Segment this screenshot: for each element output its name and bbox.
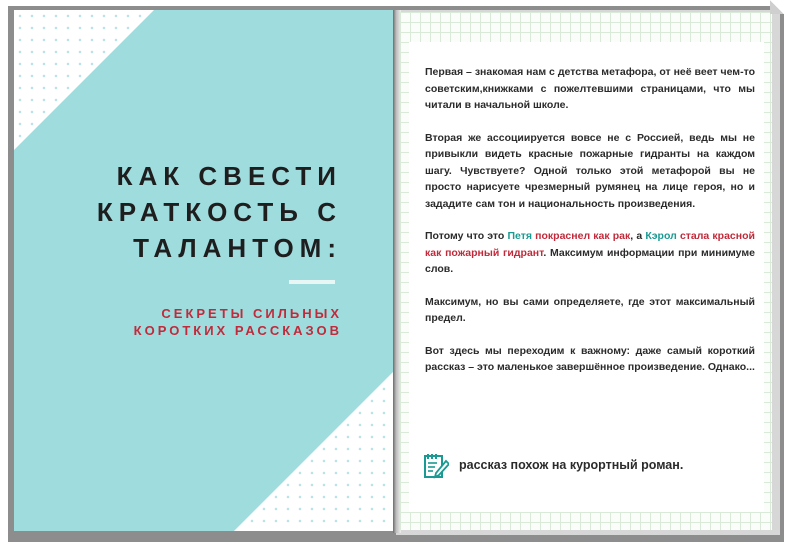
notepad-pencil-icon: [423, 452, 449, 480]
highlight-name-petya: Петя: [507, 230, 533, 242]
paragraph-5: Вот здесь мы переходим к важному: даже самый короткий рассказ – это маленькое завершённое произведение. Однако...: [425, 344, 755, 373]
p3-mid: , а: [630, 230, 646, 242]
right-page: [400, 12, 772, 530]
p3-post: . Максимум информации при минимуме слов.: [425, 246, 755, 275]
title-line: ТАЛАНТОМ:: [133, 233, 342, 263]
subtitle-line: КОРОТКИХ РАССКАЗОВ: [133, 323, 342, 338]
highlight-phrase-hydrant: стала красной как пожарный гидрант: [425, 230, 755, 259]
book-subtitle: [42, 305, 342, 339]
p3-pre: Потому что это: [425, 230, 508, 242]
paragraph-2: Вторая же ассоциируется вовсе не с Россией, ведь мы не привыкли видеть красные пожарные гидранты на каждом шагу. Чувствуете? Одной только этой метафорой вы не просто нарисуете чрезмерный румянец на лице героя, но и зададите сам тон и национальность произведения.: [425, 131, 755, 210]
left-page: [14, 10, 394, 531]
subtitle-line: СЕКРЕТЫ СИЛЬНЫХ: [161, 306, 342, 321]
highlight-phrase-rak: покраснел как рак: [532, 230, 631, 242]
paragraph-3: [425, 228, 755, 278]
highlight-name-carol: Кэрол: [645, 230, 677, 242]
note-callout: [423, 452, 753, 482]
page-curl: [770, 0, 784, 14]
title-line: КАК СВЕСТИ: [116, 161, 342, 191]
title-line: КРАТКОСТЬ С: [96, 197, 342, 227]
book-title: [42, 158, 342, 266]
title-divider: [289, 280, 335, 284]
paragraph-1: Первая – знакомая нам с детства метафора, от неё веет чем-то советским,книжками с пожелтевшими страницами, что мы читали в начальной школе.: [425, 66, 755, 111]
text-card: [409, 42, 764, 512]
article-text: [425, 64, 755, 392]
paragraph-4: Максимум, но вы сами определяете, где этот максимальный предел.: [425, 295, 755, 324]
note-text: рассказ похож на курортный роман.: [459, 458, 684, 472]
